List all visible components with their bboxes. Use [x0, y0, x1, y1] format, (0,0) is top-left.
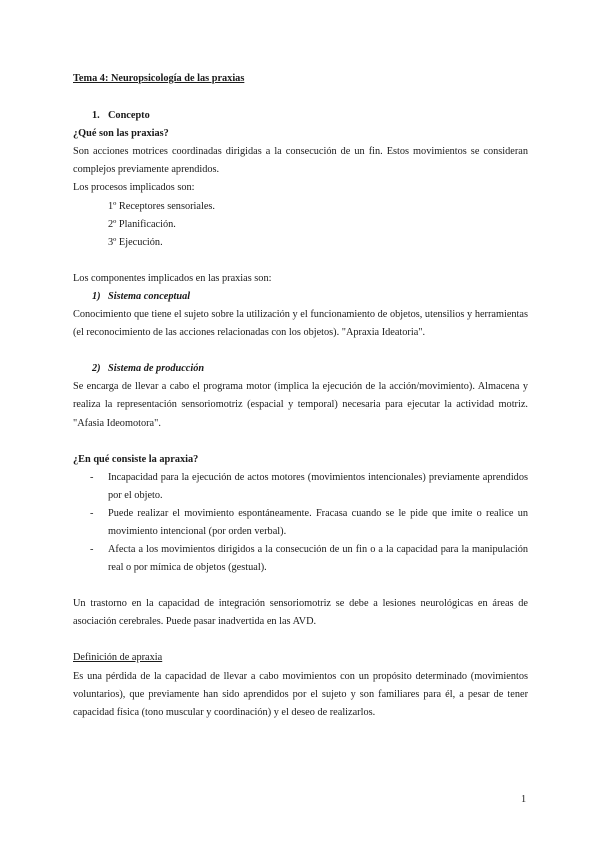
list-item: [73, 469, 528, 505]
spacer: [73, 631, 528, 649]
sistema-name: Sistema conceptual: [108, 290, 191, 302]
spacer: [73, 342, 528, 360]
document-title: Tema 4: Neuropsicología de las praxias: [73, 73, 245, 84]
spacer: [73, 433, 528, 451]
sistema-conceptual-text: Conocimiento que tiene el sujeto sobre la utilización y el funcionamiento de objetos, utensilios y herramientas (el reconocimiento de las acciones relacionadas con los objetos). "Apraxia Ideatoria".: [73, 309, 528, 339]
sistema-number: 1): [92, 290, 101, 302]
page-number: 1: [521, 794, 527, 805]
list-item-text: Afecta a los movimientos dirigidos a la consecución de un fin o a la capacidad para la manipulación real o por mímica de objetos (gestual).: [108, 544, 528, 574]
spacer: [73, 577, 528, 595]
paragraph-trastorno: Un trastorno en la capacidad de integración sensoriomotriz se debe a lesiones neurológicas en áreas de asociación cerebrales. Puede pasar inadvertida en las AVD.: [73, 598, 528, 628]
section-number: 1.: [92, 110, 100, 122]
question-heading-praxias: ¿Qué son las praxias?: [73, 128, 169, 140]
sistema-conceptual-heading: [73, 288, 528, 306]
dash-bullet: -: [90, 507, 94, 519]
definicion-heading: Definición de apraxia: [73, 652, 163, 664]
sistema-produccion-heading: [73, 360, 528, 378]
proceso-item: 3º Ejecución.: [108, 236, 163, 248]
paragraph-definicion: Es una pérdida de la capacidad de llevar a cabo movimientos con un propósito determinado (movimientos voluntarios), que previamente han sido aprendidos por el sujeto y son familiares para él, a pesar de tener capacidad física (tono muscular y coordinación) y el deseo de realizarlos.: [73, 670, 528, 718]
dash-bullet: -: [90, 544, 94, 556]
paragraph-praxias-definition: Son acciones motrices coordinadas dirigidas a la consecución de un fin. Estos movimientos se consideran complejos previamente aprendidos.: [73, 146, 528, 176]
procesos-intro: Los procesos implicados son:: [73, 182, 195, 194]
sistema-number: 2): [92, 363, 101, 375]
apraxia-list: [73, 469, 528, 578]
proceso-item: 2º Planificación.: [108, 218, 176, 230]
sistema-produccion-text: Se encarga de llevar a cabo el programa motor (implica la ejecución de la acción/movimiento). Almacena y realiza la representación sensoriomotriz (espacial y temporal) necesaria para ejecutar la actividad motriz. "Afasia Ideomotora".: [73, 381, 528, 429]
componentes-intro: Los componentes implicados en las praxias son:: [73, 272, 272, 284]
proceso-item: 1º Receptores sensoriales.: [108, 200, 215, 212]
section-heading-text: Concepto: [108, 110, 150, 122]
list-item-text: Incapacidad para la ejecución de actos motores (movimientos intencionales) previamente aprendidos por el objeto.: [108, 471, 528, 501]
question-heading-apraxia: ¿En qué consiste la apraxia?: [73, 453, 199, 465]
section-heading-concepto: [92, 107, 528, 125]
sistema-name: Sistema de producción: [108, 363, 205, 375]
list-item-text: Puede realizar el movimiento espontáneamente. Fracasa cuando se le pide que imite o realice un movimiento intencional (por orden verbal).: [108, 507, 528, 537]
list-item: [73, 541, 528, 577]
dash-bullet: -: [90, 471, 94, 483]
list-item: [73, 505, 528, 541]
document-page: [73, 70, 528, 722]
spacer: [73, 252, 528, 270]
